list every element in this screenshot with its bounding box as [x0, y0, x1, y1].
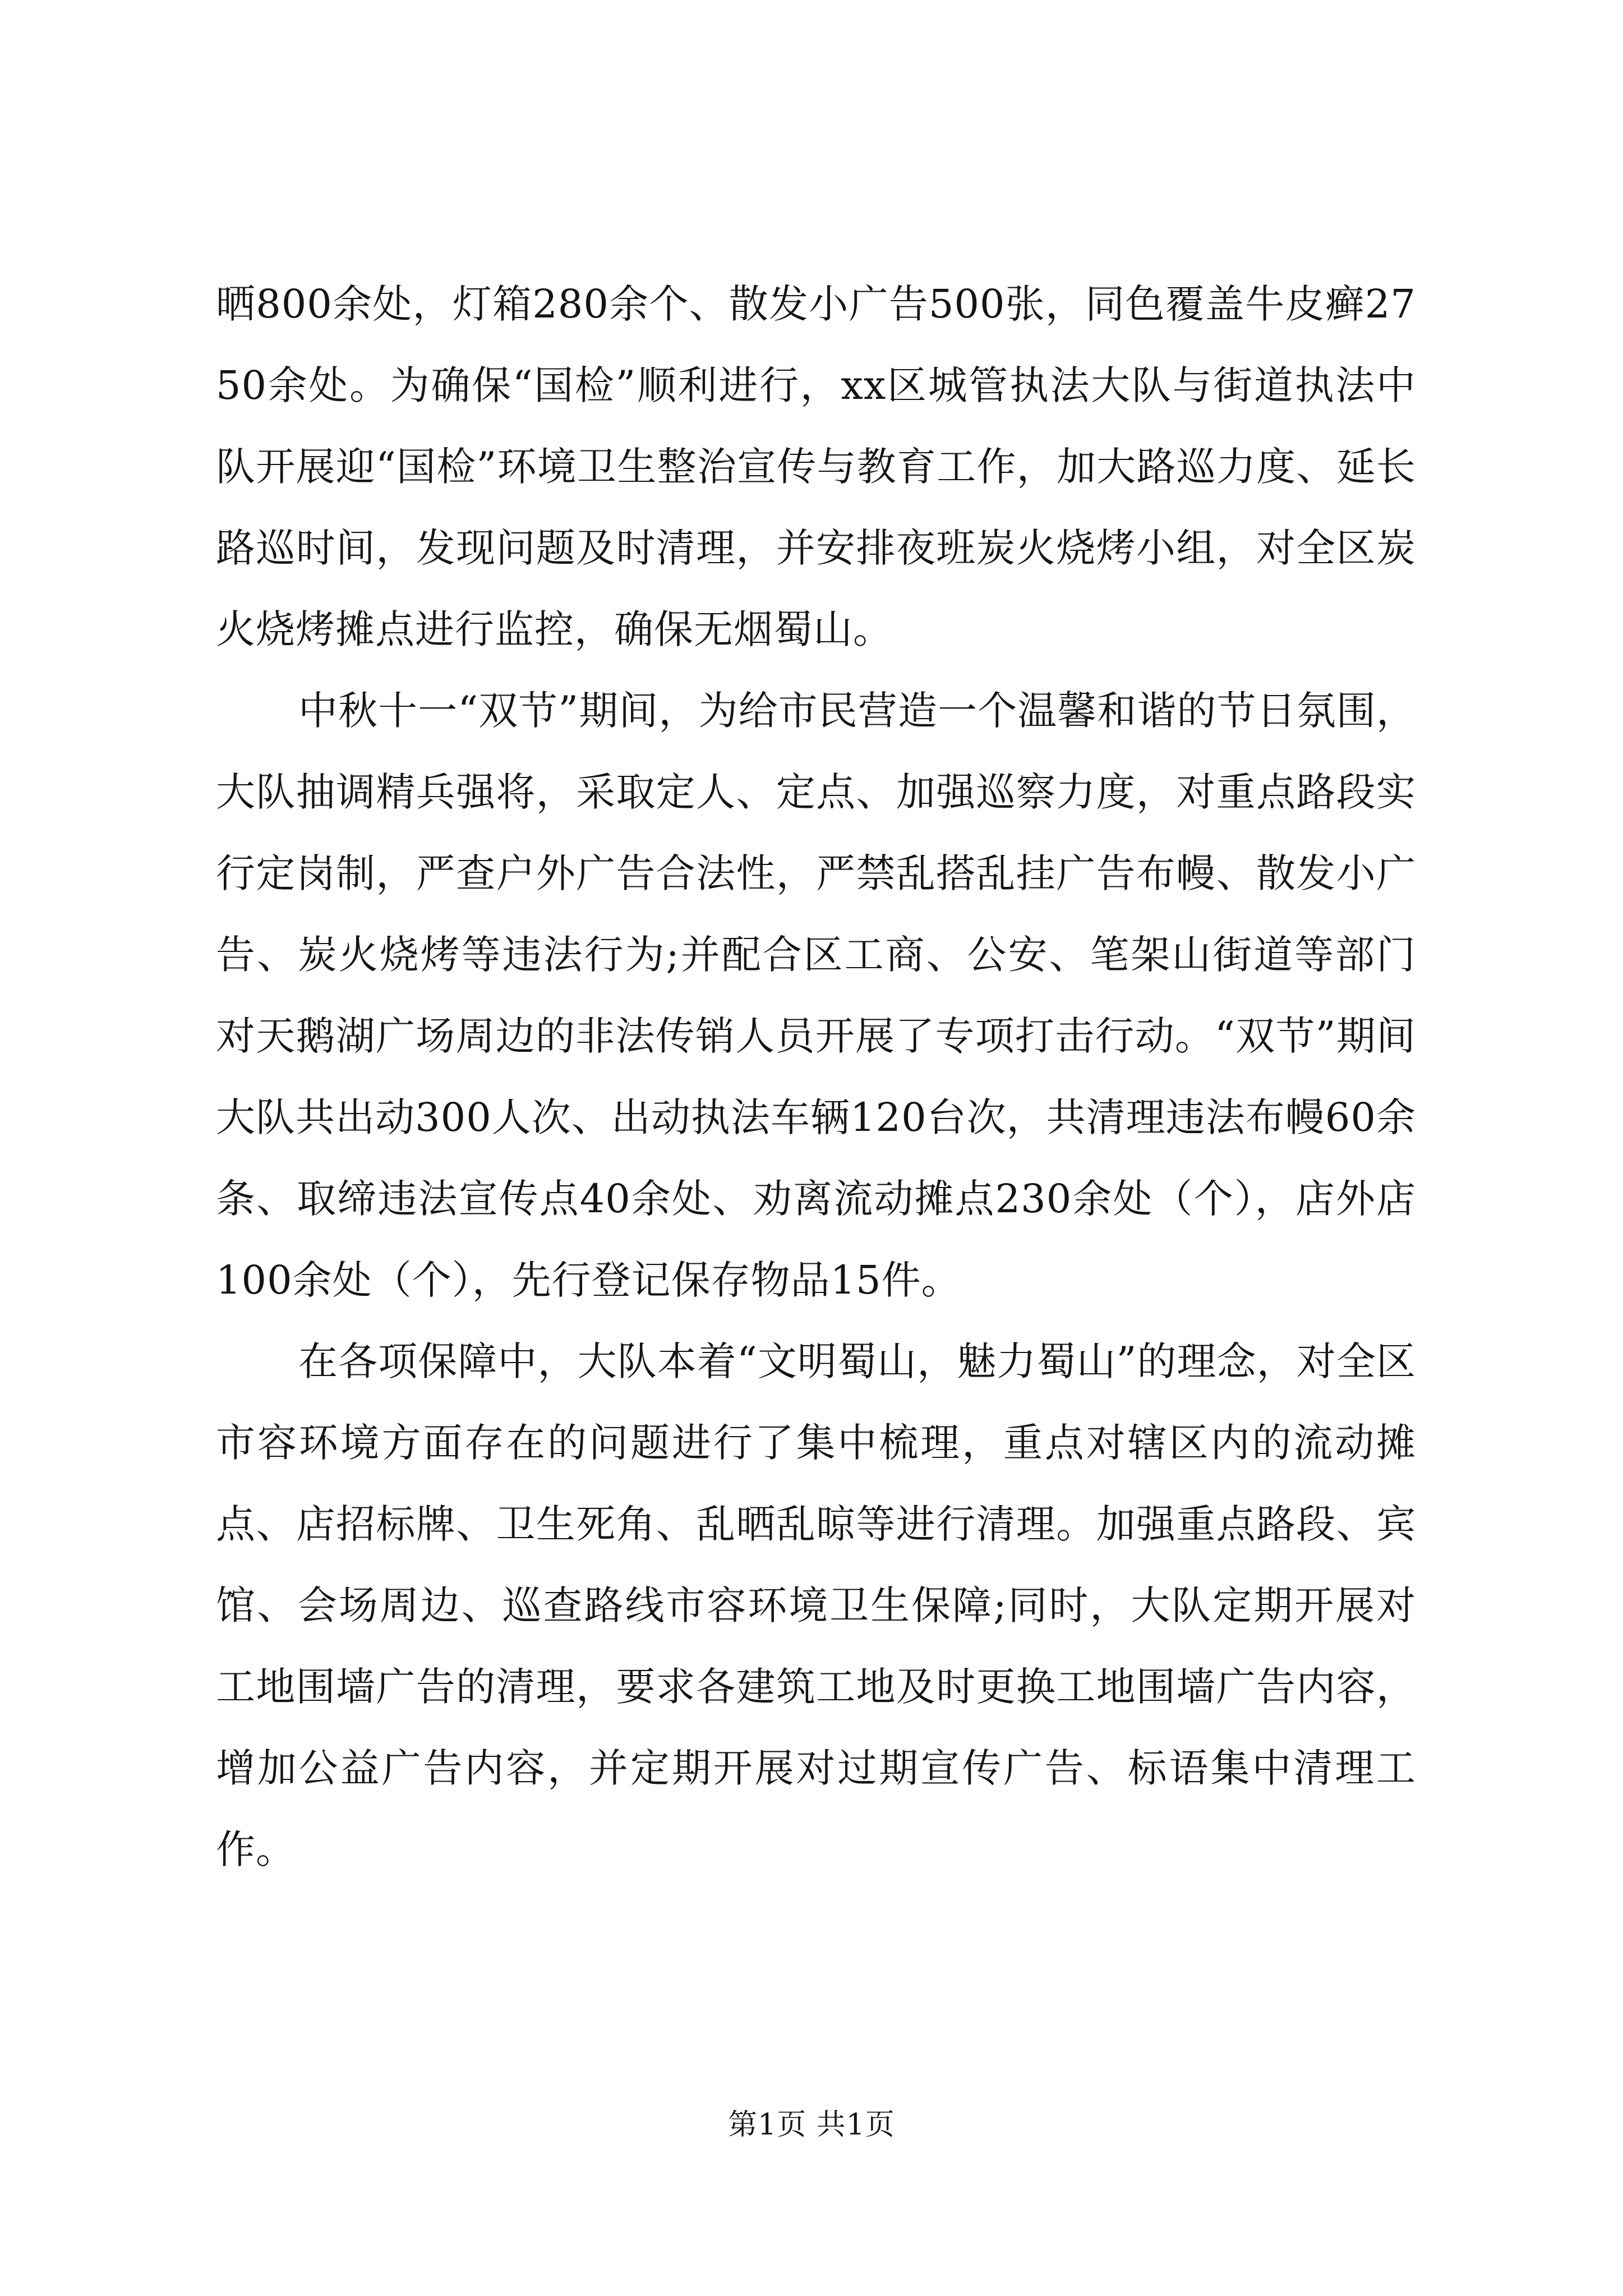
document-body [216, 264, 1416, 1890]
paragraph-continuation: 晒800余处，灯箱280余个、散发小广告500张，同色覆盖牛皮癣2750余处。为确保“国检”顺利进行，xx区城管执法大队与街道执法中队开展迎“国检”环境卫生整治宣传与教育工作，加大路巡力度、延长路巡时间，发现问题及时清理，并安排夜班炭火烧烤小组，对全区炭火烧烤摊点进行监控，确保无烟蜀山。 [216, 281, 1416, 652]
page-footer: 第1页 共1页 [728, 2108, 895, 2142]
paragraph-guarantee-work: 在各项保障中，大队本着“文明蜀山，魅力蜀山”的理念，对全区市容环境方面存在的问题进行了集中梳理，重点对辖区内的流动摊点、店招标牌、卫生死角、乱晒乱晾等进行清理。加强重点路段、宾馆、会场周边、巡查路线市容环境卫生保障;同时，大队定期开展对工地围墙广告的清理，要求各建筑工地及时更换工地围墙广告内容，增加公益广告内容，并定期开展对过期宣传广告、标语集中清理工作。 [216, 1338, 1416, 1872]
paragraph-double-festival: 中秋十一“双节”期间，为给市民营造一个温馨和谐的节日氛围，大队抽调精兵强将，采取定人、定点、加强巡察力度，对重点路段实行定岗制，严查户外广告合法性，严禁乱搭乱挂广告布幔、散发小广告、炭火烧烤等违法行为;并配合区工商、公安、笔架山街道等部门对天鹅湖广场周边的非法传销人员开展了专项打击行动。“双节”期间大队共出动300人次、出动执法车辆120台次，共清理违法布幔60余条、取缔违法宣传点40余处、劝离流动摊点230余处（个），店外店100余处（个），先行登记保存物品15件。 [216, 688, 1416, 1303]
